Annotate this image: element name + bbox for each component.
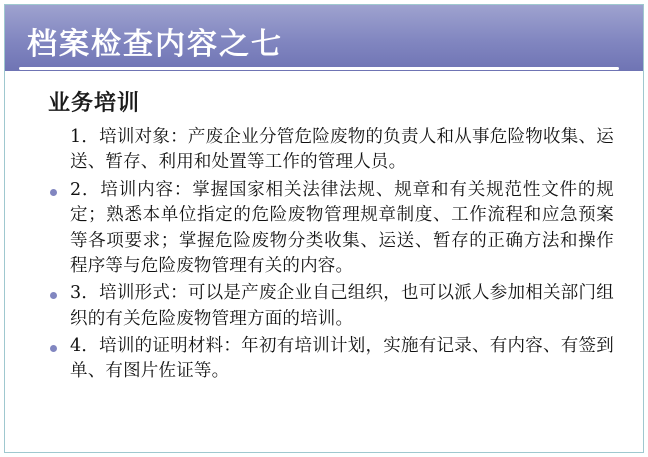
- slide-body: [48, 86, 614, 426]
- page-title: 档案检查内容之七: [27, 27, 283, 62]
- title-underline: [19, 67, 619, 70]
- list-item-text: 1．培训对象：产废企业分管危险废物的负责人和从事危险物收集、运送、暂存、利用和处置等工作的管理人员。: [70, 127, 614, 173]
- list-item: [48, 178, 614, 280]
- bullet-dot-icon: [50, 292, 57, 299]
- list-item: [48, 281, 614, 332]
- slide-title-band: [5, 5, 643, 71]
- list-item: [48, 125, 614, 176]
- bullet-dot-icon: [50, 189, 57, 196]
- section-subtitle: 业务培训: [48, 90, 141, 116]
- bullet-dot-icon: [50, 345, 57, 352]
- list-item-text: 2．培训内容：掌握国家相关法律法规、规章和有关规范性文件的规定；熟悉本单位指定的危险废物管理规章制度、工作流程和应急预案等各项要求；掌握危险废物分类收集、运送、暂存的正确方法和操作程序等与危险废物管理有关的内容。: [70, 179, 614, 276]
- list-item: [48, 334, 614, 385]
- list-item-text: 3．培训形式：可以是产废企业自己组织，也可以派人参加相关部门组织的有关危险废物管理方面的培训。: [70, 283, 614, 329]
- bullet-list: [48, 125, 614, 385]
- list-item-text: 4．培训的证明材料：年初有培训计划，实施有记录、有内容、有签到单、有图片佐证等。: [70, 336, 614, 382]
